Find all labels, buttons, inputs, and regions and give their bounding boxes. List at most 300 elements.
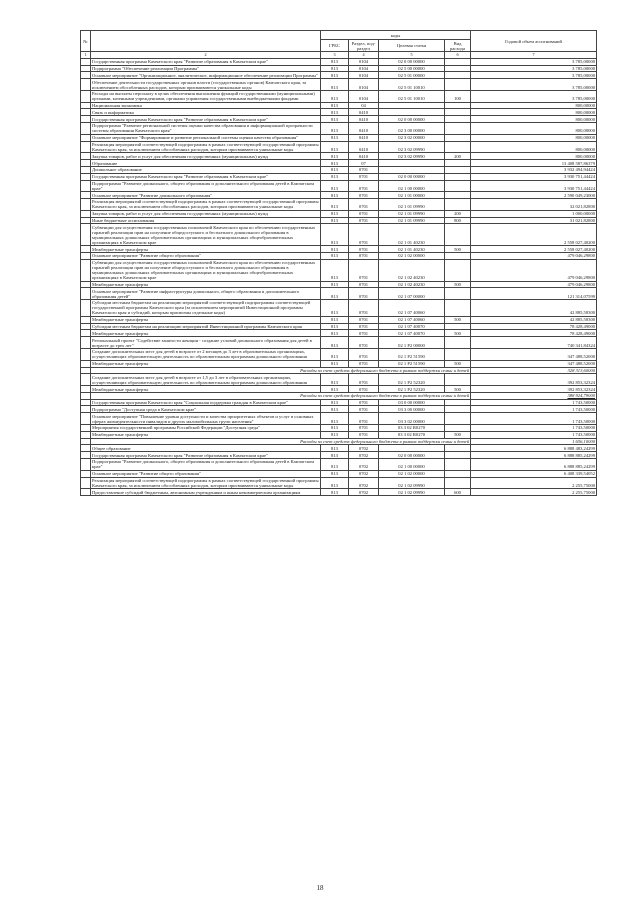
table-row [81,123,597,135]
table-row [81,217,597,224]
amount-cell: 479 046,29800 [471,252,597,259]
budget-table [80,30,597,496]
grbs-cell: 813 [321,160,349,167]
table-row [81,470,597,477]
table-row [81,458,597,470]
item-name-cell: Субсидии местным бюджетам на реализацию мероприятий соответствующей подпрограммы соответствующей государственной программы Камчатского края (за исключением мероприятий Инвестиционной программы Камчатского края и субсидий, которым присвоены отдельные коды) [91,300,321,317]
target-article-cell: 02 1 01 40230 [379,224,445,246]
expense-type-cell [445,79,471,91]
item-name-cell: Субвенции для осуществления государственных полномочий Камчатского края по обеспечению государственных гарантий реализации прав на получение общедоступного и бесплатного дошкольного образования в муниципальных дошкольных образовательных организациях и муниципальных общеобразовательных организациях в Камчатском крае [91,259,321,281]
section-cell: 0410 [349,116,379,123]
budget-sheet [80,30,596,496]
target-article-cell: 02 3 02 09990 [379,141,445,153]
target-article-cell: 02 1 02 40230 [379,259,445,281]
section-cell: 0701 [349,252,379,259]
table-row [81,288,597,300]
grbs-cell: 813 [321,141,349,153]
grbs-cell: 813 [321,246,349,253]
expense-type-cell [445,425,471,432]
table-row [81,72,597,79]
section-cell: 0702 [349,477,379,489]
target-article-cell: 02 3 00 00000 [379,123,445,135]
expense-type-cell [445,288,471,300]
target-article-cell: 02 1 P2 51590 [379,360,445,367]
amount-cell: 42 885,58300 [471,316,597,323]
section-cell: 0410 [349,123,379,135]
target-article-cell: 02 1 00 00000 [379,458,445,470]
section-cell: 0104 [349,72,379,79]
row-number-cell [81,477,91,489]
amount-cell: 3 785,00000 [471,79,597,91]
grbs-cell: 813 [321,72,349,79]
table-row [81,141,597,153]
grbs-cell: 813 [321,153,349,160]
grbs-cell: 813 [321,316,349,323]
expense-type-cell [445,399,471,406]
grbs-cell: 813 [321,288,349,300]
grbs-cell: 813 [321,210,349,217]
expense-type-cell [445,224,471,246]
expense-type-cell [445,102,471,109]
row-number-cell [81,141,91,153]
grbs-cell: 813 [321,134,349,141]
section-cell: 0410 [349,153,379,160]
section-cell: 0701 [349,316,379,323]
target-article-cell: 02 1 07 40070 [379,323,445,330]
expense-type-cell [445,445,471,452]
grbs-cell: 813 [321,90,349,102]
item-name-cell: Субсидии местным бюджетам на реализацию мероприятий Инвестиционной программы Камчатского края [91,323,321,330]
item-name-cell: Основное мероприятие "Развитие общего образования" [91,470,321,477]
amount-cell: 3 932 494,94424 [471,166,597,173]
target-article-cell: 02 1 02 40230 [379,281,445,288]
amount-cell: 121 314,07599 [471,288,597,300]
row-number-cell [81,65,91,72]
target-article-cell: 02 5 01 00000 [379,72,445,79]
expense-type-cell [445,160,471,167]
target-article-cell: 03 3 02 R0270 [379,425,445,432]
row-number-cell [81,192,91,199]
row-number-cell [81,438,91,445]
row-number-cell [81,180,91,192]
table-row [81,210,597,217]
amount-cell: 800,00000 [471,116,597,123]
row-number-cell [81,116,91,123]
grbs-cell: 813 [321,180,349,192]
section-cell: 0701 [349,173,379,180]
grbs-cell: 813 [321,406,349,413]
amount-cell: 42 885,58300 [471,300,597,317]
amount-cell: 1 743,50000 [471,425,597,432]
section-cell: 04 [349,102,379,109]
expense-type-cell [445,349,471,361]
note-amount-cell: 388 924,79000 [471,392,597,399]
amount-cell: 392 853,32324 [471,374,597,386]
column-index-cell: 3 [321,52,349,59]
section-cell: 07 [349,160,379,167]
expense-type-cell: 500 [445,360,471,367]
item-name-cell: Межбюджетные трансферты [91,281,321,288]
grbs-cell: 813 [321,192,349,199]
section-cell: 0701 [349,192,379,199]
row-number-cell [81,199,91,211]
target-article-cell [379,160,445,167]
table-row [81,246,597,253]
expense-type-cell [445,192,471,199]
item-name-cell: Реализация мероприятий соответствующей подпрограммы в рамках соответствующей государственной программы Камчатского края, за исключением обособленных расходов, которым присваиваются уникальные коды [92,477,319,488]
row-number-cell [81,210,91,217]
header-codes: коды [321,31,471,40]
grbs-cell: 813 [321,79,349,91]
table-row [81,116,597,123]
grbs-cell: 813 [321,330,349,337]
table-row [81,166,597,173]
grbs-cell: 813 [321,259,349,281]
amount-cell: 13 408 587,86379 [471,160,597,167]
item-name-cell: Мероприятия государственной программы Российской Федерации "Доступная среда" [91,425,321,432]
row-number-cell [81,90,91,102]
section-cell: 0701 [349,337,379,349]
item-name-cell: Основное мероприятие "Развитие общего образования" [91,252,321,259]
amount-cell: 3 930 751,44424 [471,173,597,180]
row-number-cell [81,374,91,386]
expense-type-cell [445,300,471,317]
table-row [81,153,597,160]
amount-cell: 3 930 751,44424 [471,180,597,192]
table-row [81,192,597,199]
target-article-cell: 02 1 07 40060 [379,300,445,317]
note-amount-cell: 1 656,10000 [471,438,597,445]
table-row [81,330,597,337]
item-name-cell: Межбюджетные трансферты [91,330,321,337]
item-name-cell: Создание дополнительных мест для детей в возрасте от 2 месяцев до 3 лет в образовательных организациях, осуществляющих образовательную деятельность по образовательным программам дошкольного образования [91,349,321,361]
header-section: Раздел, под-раздел [349,40,379,52]
row-number-cell [81,452,91,459]
expense-type-cell [445,406,471,413]
amount-cell: 800,00000 [471,123,597,135]
row-number-cell [81,330,91,337]
item-name-cell: Подпрограмма "Развитие дошкольного, общего образования и дополнительного образования детей в Камчатском крае" [91,180,321,192]
page-number: 18 [316,884,324,892]
note-text-cell: Расходы за счет средств федерального бюджета в рамках поддержки семьи и детей [91,367,471,374]
amount-cell: 6 888 483,24299 [471,445,597,452]
expense-type-cell [445,65,471,72]
table-row [81,337,597,349]
grbs-cell: 813 [321,199,349,211]
expense-type-cell [445,58,471,65]
row-number-cell [81,288,91,300]
item-name-cell: Закупка товаров, работ и услуг для обеспечения государственных (муниципальных) нужд [91,153,321,160]
item-name-cell: Государственная программа Камчатского края "Развитие образования в Камчатском крае" [91,173,321,180]
amount-cell: 32 021,82800 [471,199,597,211]
target-article-cell: 02 0 00 00000 [379,116,445,123]
table-row [81,65,597,72]
table-row [81,413,597,425]
grbs-cell: 813 [321,425,349,432]
target-article-cell: 02 1 01 09990 [379,217,445,224]
column-index-cell: 1 [81,52,91,59]
row-number-cell [81,349,91,361]
row-number-cell [81,153,91,160]
table-row [81,79,597,91]
table-row [81,134,597,141]
table-row [81,300,597,317]
grbs-cell: 813 [321,123,349,135]
target-article-cell: 02 1 02 00000 [379,252,445,259]
table-row [81,360,597,367]
target-article-cell: 02 1 07 40060 [379,316,445,323]
target-article-cell: 02 1 00 00000 [379,180,445,192]
amount-cell: 347 488,52000 [471,360,597,367]
row-number-cell [81,217,91,224]
section-cell: 0701 [349,323,379,330]
table-row [81,399,597,406]
item-name-cell: Основное мероприятие "Развитие инфраструктуры дошкольного, общего образования и дополнительного образования детей" [91,288,321,300]
expense-type-cell [445,374,471,386]
grbs-cell: 813 [321,374,349,386]
row-number-cell [81,72,91,79]
table-row [81,316,597,323]
item-name-cell: Обеспечение деятельности государственных органов власти (государственных органов) Камчатского края, за исключением обособленных расходов, которым присваиваются уникальные коды [91,79,321,91]
section-cell: 0701 [349,246,379,253]
target-article-cell: 02 1 P2 00000 [379,337,445,349]
target-article-cell: 03 0 00 00000 [379,399,445,406]
section-cell: 0104 [349,79,379,91]
row-number-cell [81,360,91,367]
grbs-cell: 813 [321,58,349,65]
item-name-cell: Общее образование [91,445,321,452]
section-cell: 0701 [349,300,379,317]
amount-cell: 2 558 027,40200 [471,224,597,246]
expense-type-cell [445,199,471,211]
section-cell: 0701 [349,374,379,386]
row-number-cell [81,445,91,452]
note-row [81,392,597,399]
amount-cell: 6 888 885,24299 [471,458,597,470]
expense-type-cell [445,109,471,116]
budget-rows [81,58,597,495]
amount-cell: 6 888 885,24299 [471,452,597,459]
grbs-cell: 813 [321,65,349,72]
expense-type-cell: 100 [445,90,471,102]
amount-cell: 800,00000 [471,134,597,141]
section-cell: 0701 [349,281,379,288]
table-row [81,425,597,432]
target-article-cell: 02 1 02 09990 [379,489,445,496]
expense-type-cell [445,252,471,259]
amount-cell: 1 743,50000 [471,406,597,413]
note-amount-cell: 328 313,60000 [471,367,597,374]
row-number-cell [81,413,91,425]
row-number-cell [81,109,91,116]
section-cell: 0701 [349,425,379,432]
section-cell: 0410 [349,134,379,141]
amount-cell: 800,00000 [471,153,597,160]
table-row [81,489,597,496]
target-article-cell: 03 3 02 R0270 [379,431,445,438]
target-article-cell: 02 3 02 09990 [379,153,445,160]
section-cell: 0410 [349,109,379,116]
grbs-cell: 813 [321,431,349,438]
row-number-cell [81,123,91,135]
amount-cell: 479 046,29800 [471,281,597,288]
target-article-cell: 03 3 02 00000 [379,413,445,425]
expense-type-cell [445,180,471,192]
item-name-cell: Межбюджетные трансферты [91,246,321,253]
row-number-cell [81,406,91,413]
item-name-cell: Государственная программа Камчатского края "Социальная поддержка граждан в Камчатском крае" [91,399,321,406]
expense-type-cell: 200 [445,153,471,160]
grbs-cell: 813 [321,386,349,393]
row-number-cell [81,431,91,438]
section-cell: 0104 [349,65,379,72]
table-row [81,102,597,109]
section-cell: 0702 [349,452,379,459]
table-row [81,477,597,489]
expense-type-cell [445,458,471,470]
item-name-cell: Предоставление субсидий бюджетным, автономным учреждениям и иным некоммерческим организациям [91,489,321,496]
section-cell: 0701 [349,288,379,300]
target-article-cell: 02 1 P2 51590 [379,349,445,361]
expense-type-cell: 800 [445,217,471,224]
item-name-cell: Создание дополнительных мест для детей в возрасте от 1,5 до 3 лет в образовательных организациях, осуществляющих образовательную деятельность по образовательным программам дошкольного образования [91,374,321,386]
table-row [81,160,597,167]
row-number-cell [81,246,91,253]
table-row [81,109,597,116]
row-number-cell [81,281,91,288]
target-article-cell: 02 1 07 40070 [379,330,445,337]
expense-type-cell: 500 [445,281,471,288]
grbs-cell: 813 [321,166,349,173]
section-cell: 0104 [349,90,379,102]
item-name-cell: Подпрограмма "Обеспечение реализации Программы" [91,65,321,72]
table-row [81,386,597,393]
section-cell: 0701 [349,180,379,192]
target-article-cell: 02 1 P2 52320 [379,386,445,393]
amount-cell: 1 743,50000 [471,399,597,406]
target-article-cell: 02 1 P2 52320 [379,374,445,386]
section-cell: 0701 [349,386,379,393]
header-annual-amount: Годовой объем ассигнований [471,31,597,52]
table-row [81,58,597,65]
amount-cell: 800,00000 [471,102,597,109]
table-row [81,374,597,386]
grbs-cell: 813 [321,224,349,246]
table-row [81,452,597,459]
expense-type-cell [445,323,471,330]
expense-type-cell [445,72,471,79]
target-article-cell: 02 1 07 00000 [379,288,445,300]
amount-cell: 1 743,50000 [471,431,597,438]
row-number-cell [81,392,91,399]
grbs-cell: 813 [321,173,349,180]
item-name-cell: Образование [91,160,321,167]
target-article-cell [379,109,445,116]
expense-type-cell: 500 [445,431,471,438]
target-article-cell: 02 1 02 09990 [379,477,445,489]
column-index-cell: 2 [91,52,321,59]
amount-cell: 740 341,84324 [471,337,597,349]
amount-cell: 800,00000 [471,109,597,116]
item-name-cell: Межбюджетные трансферты [91,431,321,438]
grbs-cell: 813 [321,399,349,406]
grbs-cell: 813 [321,445,349,452]
table-row [81,431,597,438]
amount-cell: 392 853,32324 [471,386,597,393]
amount-cell: 3 785,00000 [471,58,597,65]
expense-type-cell [445,166,471,173]
header-target-article: Целевая статья [379,40,445,52]
table-row [81,173,597,180]
target-article-cell [379,445,445,452]
expense-type-cell [445,173,471,180]
item-name-cell: Расходы на выплаты персоналу в целях обеспечения выполнения функций государственными (муниципальными) органами, казенными учреждениями, органами управления государственными внебюджетными фондами [91,90,321,102]
row-number-cell [81,489,91,496]
item-name-cell: Иные бюджетные ассигнования [91,217,321,224]
expense-type-cell: 500 [445,316,471,323]
row-number-cell [81,367,91,374]
grbs-cell: 813 [321,337,349,349]
item-name-cell: Основное мероприятие "Повышение уровня доступности и качества приоритетных объектов и услуг в основных сферах жизнедеятельности инвалидов и других маломобильных групп населения" [91,413,321,425]
row-number-cell [81,399,91,406]
grbs-cell: 813 [321,489,349,496]
item-name-cell: Межбюджетные трансферты [91,386,321,393]
section-cell: 0702 [349,489,379,496]
header-name [91,31,321,52]
table-row [81,199,597,211]
grbs-cell: 813 [321,300,349,317]
section-cell: 0701 [349,330,379,337]
target-article-cell: 02 1 01 09990 [379,199,445,211]
section-cell: 0701 [349,349,379,361]
expense-type-cell: 200 [445,210,471,217]
table-row [81,180,597,192]
item-name-cell: Основное мероприятие "Организационное, аналитическое, информационное обеспечение реализации Программы" [91,72,321,79]
grbs-cell: 813 [321,452,349,459]
expense-type-cell [445,141,471,153]
row-number-cell [81,316,91,323]
grbs-cell: 813 [321,349,349,361]
amount-cell: 1 000,00000 [471,210,597,217]
column-index-row [81,52,597,59]
table-row [81,224,597,246]
item-name-cell: Субвенции для осуществления государственных полномочий Камчатского края по обеспечению государственных гарантий реализации прав на получение общедоступного и бесплатного дошкольного образования в муниципальных дошкольных образовательных организациях и муниципальных общеобразовательных организациях в Камчатском крае [91,224,321,246]
amount-cell: 2 255,75000 [471,477,597,489]
item-name-cell: Государственная программа Камчатского края "Развитие образования в Камчатском крае" [91,116,321,123]
item-name-cell: Национальная экономика [91,102,321,109]
item-name-cell: Межбюджетные трансферты [91,316,321,323]
amount-cell: 78 428,49000 [471,323,597,330]
expense-type-cell [445,337,471,349]
section-cell: 0701 [349,259,379,281]
target-article-cell [379,166,445,173]
item-name-cell: Подпрограмма "Развитие региональной системы оценки качества образования и информационной прозрачности системы образования Камчатского края" [91,123,321,135]
row-number-cell [81,160,91,167]
expense-type-cell [445,123,471,135]
table-row [81,349,597,361]
header-expense-type: Вид расхода [445,40,471,52]
section-cell: 0701 [349,399,379,406]
expense-type-cell [445,413,471,425]
target-article-cell: 02 0 00 00000 [379,173,445,180]
expense-type-cell [445,259,471,281]
column-index-cell: 6 [445,52,471,59]
table-row [81,90,597,102]
header-number: № [81,31,91,52]
row-number-cell [81,259,91,281]
row-number-cell [81,102,91,109]
target-article-cell: 02 3 02 00000 [379,134,445,141]
